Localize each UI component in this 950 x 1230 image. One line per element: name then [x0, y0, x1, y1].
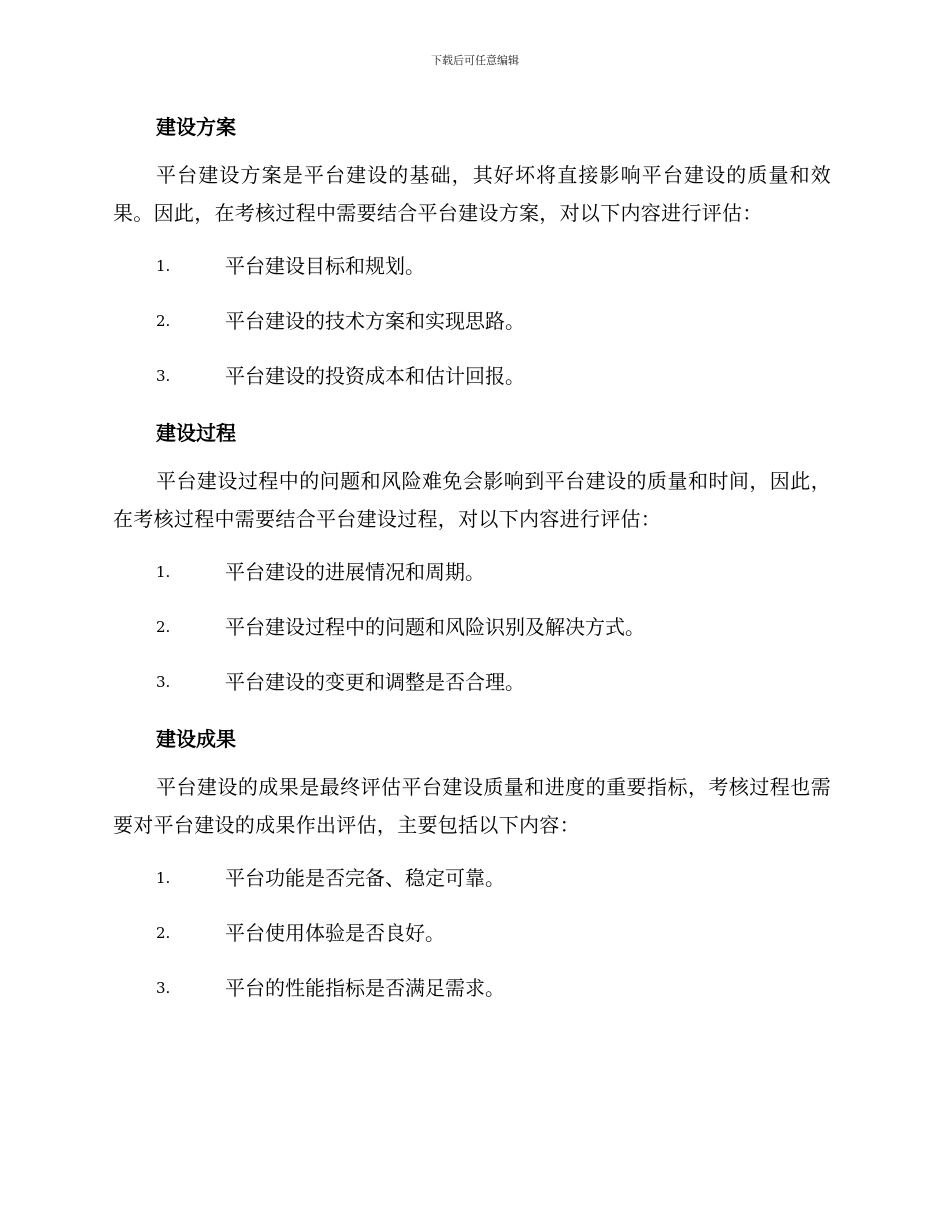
evaluation-list — [113, 859, 831, 1024]
list-number: 2. — [156, 618, 171, 636]
list-item — [113, 247, 831, 302]
list-number: 3. — [156, 673, 171, 691]
list-item — [113, 553, 831, 608]
list-number: 1. — [156, 563, 171, 581]
section-paragraph: 平台建设过程中的问题和风险难免会影响到平台建设的质量和时间，因此，在考核过程中需要结合平台建设过程，对以下内容进行评估： — [113, 469, 831, 531]
list-item — [113, 663, 831, 718]
evaluation-list — [113, 247, 831, 412]
list-item-text: 平台建设的进展情况和周期。 — [225, 560, 485, 584]
list-item-text: 平台使用体验是否良好。 — [225, 921, 445, 945]
section-construction-plan — [113, 106, 831, 412]
list-item-text: 平台建设的技术方案和实现思路。 — [225, 309, 525, 333]
list-item — [113, 302, 831, 357]
list-item — [113, 608, 831, 663]
list-number: 2. — [156, 312, 171, 330]
section-paragraph: 平台建设的成果是最终评估平台建设质量和进度的重要指标，考核过程也需要对平台建设的成果作出评估，主要包括以下内容： — [113, 775, 831, 837]
list-item-text: 平台的性能指标是否满足需求。 — [225, 976, 505, 1000]
list-number: 3. — [156, 979, 171, 997]
list-item — [113, 969, 831, 1024]
list-number: 2. — [156, 924, 171, 942]
list-item-text: 平台功能是否完备、稳定可靠。 — [225, 866, 505, 890]
section-construction-results — [113, 718, 831, 1024]
list-item-text: 平台建设目标和规划。 — [225, 254, 425, 278]
document-body — [113, 106, 831, 1024]
section-title: 建设过程 — [156, 421, 236, 445]
list-item — [113, 357, 831, 412]
list-number: 1. — [156, 257, 171, 275]
list-number: 3. — [156, 367, 171, 385]
list-item-text: 平台建设的投资成本和估计回报。 — [225, 364, 525, 388]
list-item-text: 平台建设的变更和调整是否合理。 — [225, 670, 525, 694]
section-title: 建设方案 — [156, 115, 236, 139]
list-item — [113, 859, 831, 914]
section-title: 建设成果 — [156, 727, 236, 751]
list-item — [113, 914, 831, 969]
list-item-text: 平台建设过程中的问题和风险识别及解决方式。 — [225, 615, 645, 639]
section-construction-process — [113, 412, 831, 718]
page-header: 下载后可任意编辑 — [431, 54, 519, 67]
evaluation-list — [113, 553, 831, 718]
list-number: 1. — [156, 869, 171, 887]
section-paragraph: 平台建设方案是平台建设的基础，其好坏将直接影响平台建设的质量和效果。因此，在考核过程中需要结合平台建设方案，对以下内容进行评估： — [113, 163, 831, 225]
